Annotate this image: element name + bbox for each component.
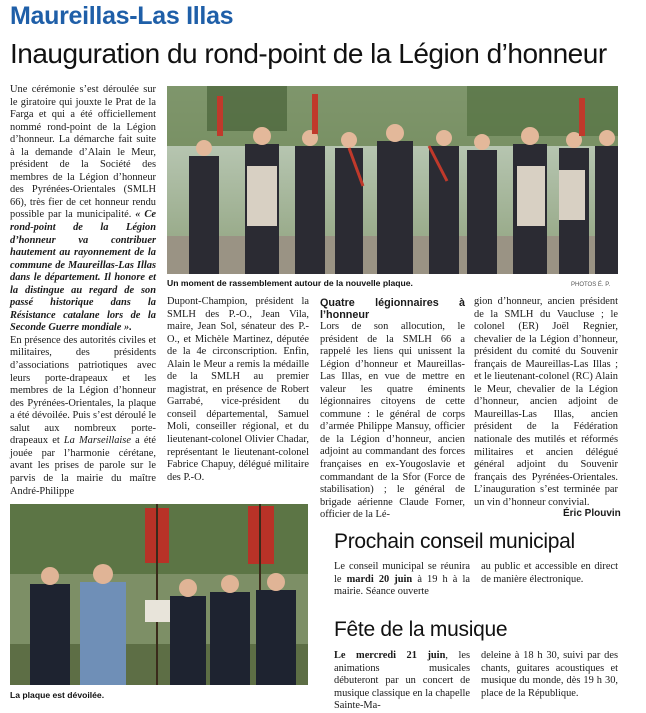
author-signature: Éric Plouvin [563, 508, 621, 519]
council-text-a: Le conseil municipal se réunira le [334, 561, 470, 585]
music-date: Le mercredi 21 juin [334, 650, 446, 661]
subheading-legionnaires: Quatre légionnaires à l’honneur [320, 297, 465, 321]
photo-gathering-caption: Un moment de rassemblement autour de la nouvelle plaque. [167, 278, 413, 288]
council-title: Prochain conseil municipal [334, 530, 575, 553]
photo-gathering [167, 86, 618, 274]
intro-text: Une cérémonie s’est déroulée sur le giratoire qui jouxte le Prat de la Farga et qui a été officiellement nommé rond-point de la Légion d’honneur. La démarche fait suite à la demande d’Alain le Meur, président de la Société des membres de la Légion d’honneur des Pyrénées-Orientales (SMLH 66), très fier de cet honneur rendu possible par la municipalité. [10, 84, 156, 221]
legionnaires-text: Lors de son allocution, le président de la SMLH 66 a rappelé les liens qui unissent la Légion d’honneur et Maureillas-Las Illas, en vue de mettre en valeur les quatre éminents légionnaires citoyens de cette commune : le général de corps d’armée Philippe Mansuy, officier de la Légion d’honneur, ancien adjoint au commandant des forces françaises en ex-Yougoslavie et commandant de la Sfor (Force de stabilisation) ; le général de brigade aérienne Claude Forner, officier de la Lé- [320, 321, 465, 521]
legionnaires-text-cont: gion d’honneur, ancien président de la SMLH du Vaucluse ; le colonel (ER) Joël Regnier, chevalier de la Légion d’honneur, président du comité du Souvenir français de Maureillas-Las Illas ; et le lieutenant-colonel (RC) Alain le Meur, chevalier de la Légion d’honneur, ancien adjoint de Maureillas-Las Illas, ancien président de la Fédération nationale des mutilés et réformés militaires et ancien délégué général adjoint du Souvenir français des Pyrénées-Orientales. L’inauguration s’est terminée par un vin d’honneur convivial. [474, 296, 618, 508]
officials-text: Dupont-Champion, président la SMLH des P.-O., Jean Vila, maire, Jean Sol, sénateur des P.-O., et Michèle Martinez, députée de la 4e circonscription. Enfin, Alain le Meur a remis la médaille de la SMLH au premier magistrat, en présence de Robert Garrabé, vice-président du conseil départemental, Samuel Moli, conseiller régional, et du lieutenant-colonel Olivier Chadar, représentant le lieutenant-colonel Fabrice Chapuy, délégué militaire des P.-O. [167, 296, 309, 483]
ceremony-text-end: a été jouée par l’harmonie cérétane, avant les prises de parole sur le parvis de la mairie du maître André-Philippe [10, 435, 156, 497]
council-text-right [481, 561, 618, 586]
article-column-4 [474, 296, 618, 509]
article-headline: Inauguration du rond-point de la Légion d’honneur [10, 38, 607, 69]
council-text-b: à 19 h à la mairie. Séance ouverte [334, 573, 470, 598]
article-column-3 [320, 297, 465, 522]
article-column-1 [10, 84, 156, 498]
photo-credit: PHOTOS É. P. [571, 282, 611, 288]
council-text-left [334, 561, 470, 599]
music-text-a: , les animations musicales débuteront par un concert de musique classique en la chapelle Sainte-Ma- [334, 650, 470, 712]
music-festival-title: Fête de la musique [334, 618, 508, 641]
music-text-b: deleine à 18 h 30, suivi par des chants, guitares acoustiques et musique du monde, dès 19 h 30, place de la République. [481, 650, 618, 699]
music-text-right [481, 650, 618, 700]
photo-plaque-image [10, 504, 308, 685]
anthem-title: La Marseillaise [63, 435, 131, 447]
council-text-c: au public et accessible en direct de manière électronique. [481, 561, 618, 585]
ceremony-text: En présence des autorités civiles et militaires, des présidents d’associations patriotiques avec leurs porte-drapeaux et les membres de la Légion d’honneur des Pyrénées-Orientales, la plaque a été dévoilée. Puis s’est déroulé le salut aux nombreux porte-drapeaux et [10, 334, 156, 447]
music-text-left [334, 650, 470, 713]
article-column-2 [167, 296, 309, 484]
town-title: Maureillas-Las Illas [10, 2, 234, 30]
photo-plaque [10, 504, 308, 685]
photo-gathering-image [167, 86, 618, 274]
council-date: mardi 20 juin [346, 573, 413, 585]
photo-plaque-caption: La plaque est dévoilée. [10, 690, 105, 700]
quote-text: « Ce rond-point de la Légion d’honneur va contribuer hautement au rayonnement de la commune de Maureillas-Las Illas dans le département. Il honore et la distingue au regard de son passé historique dans la Résistance catalane lors de la Seconde Guerre mondiale ». [10, 209, 156, 334]
